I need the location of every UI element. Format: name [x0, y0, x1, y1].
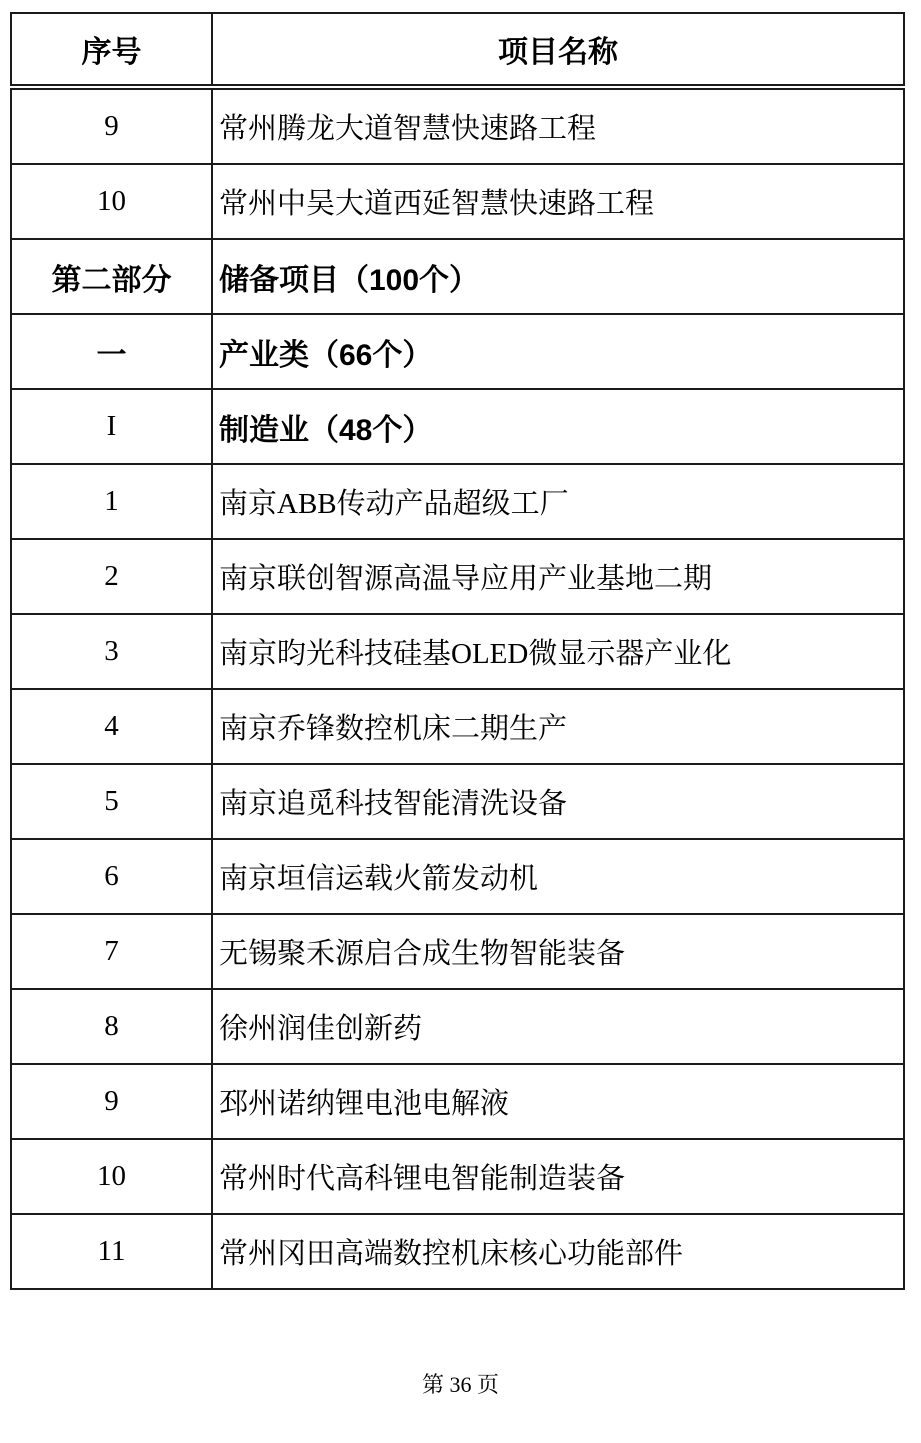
- table-row: [11, 839, 904, 914]
- serial-cell: I: [11, 389, 212, 464]
- serial-cell: 6: [11, 839, 212, 914]
- table-row: [11, 314, 904, 389]
- project-name-cell: 南京垣信运载火箭发动机: [212, 839, 904, 914]
- serial-cell: 10: [11, 164, 212, 239]
- column-header-serial: 序号: [11, 13, 212, 87]
- project-name-cell: 邳州诺纳锂电池电解液: [212, 1064, 904, 1139]
- serial-cell: 1: [11, 464, 212, 539]
- table-row: [11, 464, 904, 539]
- serial-cell: 11: [11, 1214, 212, 1289]
- serial-cell: 9: [11, 1064, 212, 1139]
- project-name-cell: 南京联创智源高温导应用产业基地二期: [212, 539, 904, 614]
- column-header-project-name: 项目名称: [212, 13, 904, 87]
- project-name-cell: 南京昀光科技硅基OLED微显示器产业化: [212, 614, 904, 689]
- project-name-cell: 南京追觅科技智能清洗设备: [212, 764, 904, 839]
- project-name-cell: 常州腾龙大道智慧快速路工程: [212, 87, 904, 164]
- table-row: [11, 614, 904, 689]
- project-name-cell: 无锡聚禾源启合成生物智能装备: [212, 914, 904, 989]
- table-row: [11, 989, 904, 1064]
- serial-cell: 一: [11, 314, 212, 389]
- table-row: [11, 164, 904, 239]
- project-name-cell: 常州中吴大道西延智慧快速路工程: [212, 164, 904, 239]
- project-name-cell: 常州冈田高端数控机床核心功能部件: [212, 1214, 904, 1289]
- project-name-cell: 制造业（48个）: [212, 389, 904, 464]
- project-name-cell: 储备项目（100个）: [212, 239, 904, 314]
- project-name-cell: 常州时代高科锂电智能制造装备: [212, 1139, 904, 1214]
- table-row: [11, 239, 904, 314]
- table-row: [11, 764, 904, 839]
- project-name-cell: 产业类（66个）: [212, 314, 904, 389]
- serial-cell: 2: [11, 539, 212, 614]
- serial-cell: 10: [11, 1139, 212, 1214]
- table-row: [11, 689, 904, 764]
- project-name-cell: 徐州润佳创新药: [212, 989, 904, 1064]
- project-name-cell: 南京ABB传动产品超级工厂: [212, 464, 904, 539]
- table-row: [11, 87, 904, 164]
- serial-cell: 第二部分: [11, 239, 212, 314]
- table-row: [11, 1064, 904, 1139]
- serial-cell: 9: [11, 87, 212, 164]
- projects-table: [10, 12, 905, 1290]
- table-row: [11, 389, 904, 464]
- table-row: [11, 1214, 904, 1289]
- table-row: [11, 1139, 904, 1214]
- header-row: [11, 13, 904, 87]
- serial-cell: 5: [11, 764, 212, 839]
- page-number: 第 36 页: [421, 1372, 499, 1397]
- serial-cell: 4: [11, 689, 212, 764]
- table-row: [11, 914, 904, 989]
- serial-cell: 8: [11, 989, 212, 1064]
- project-name-cell: 南京乔锋数控机床二期生产: [212, 689, 904, 764]
- serial-cell: 7: [11, 914, 212, 989]
- serial-cell: 3: [11, 614, 212, 689]
- table-row: [11, 539, 904, 614]
